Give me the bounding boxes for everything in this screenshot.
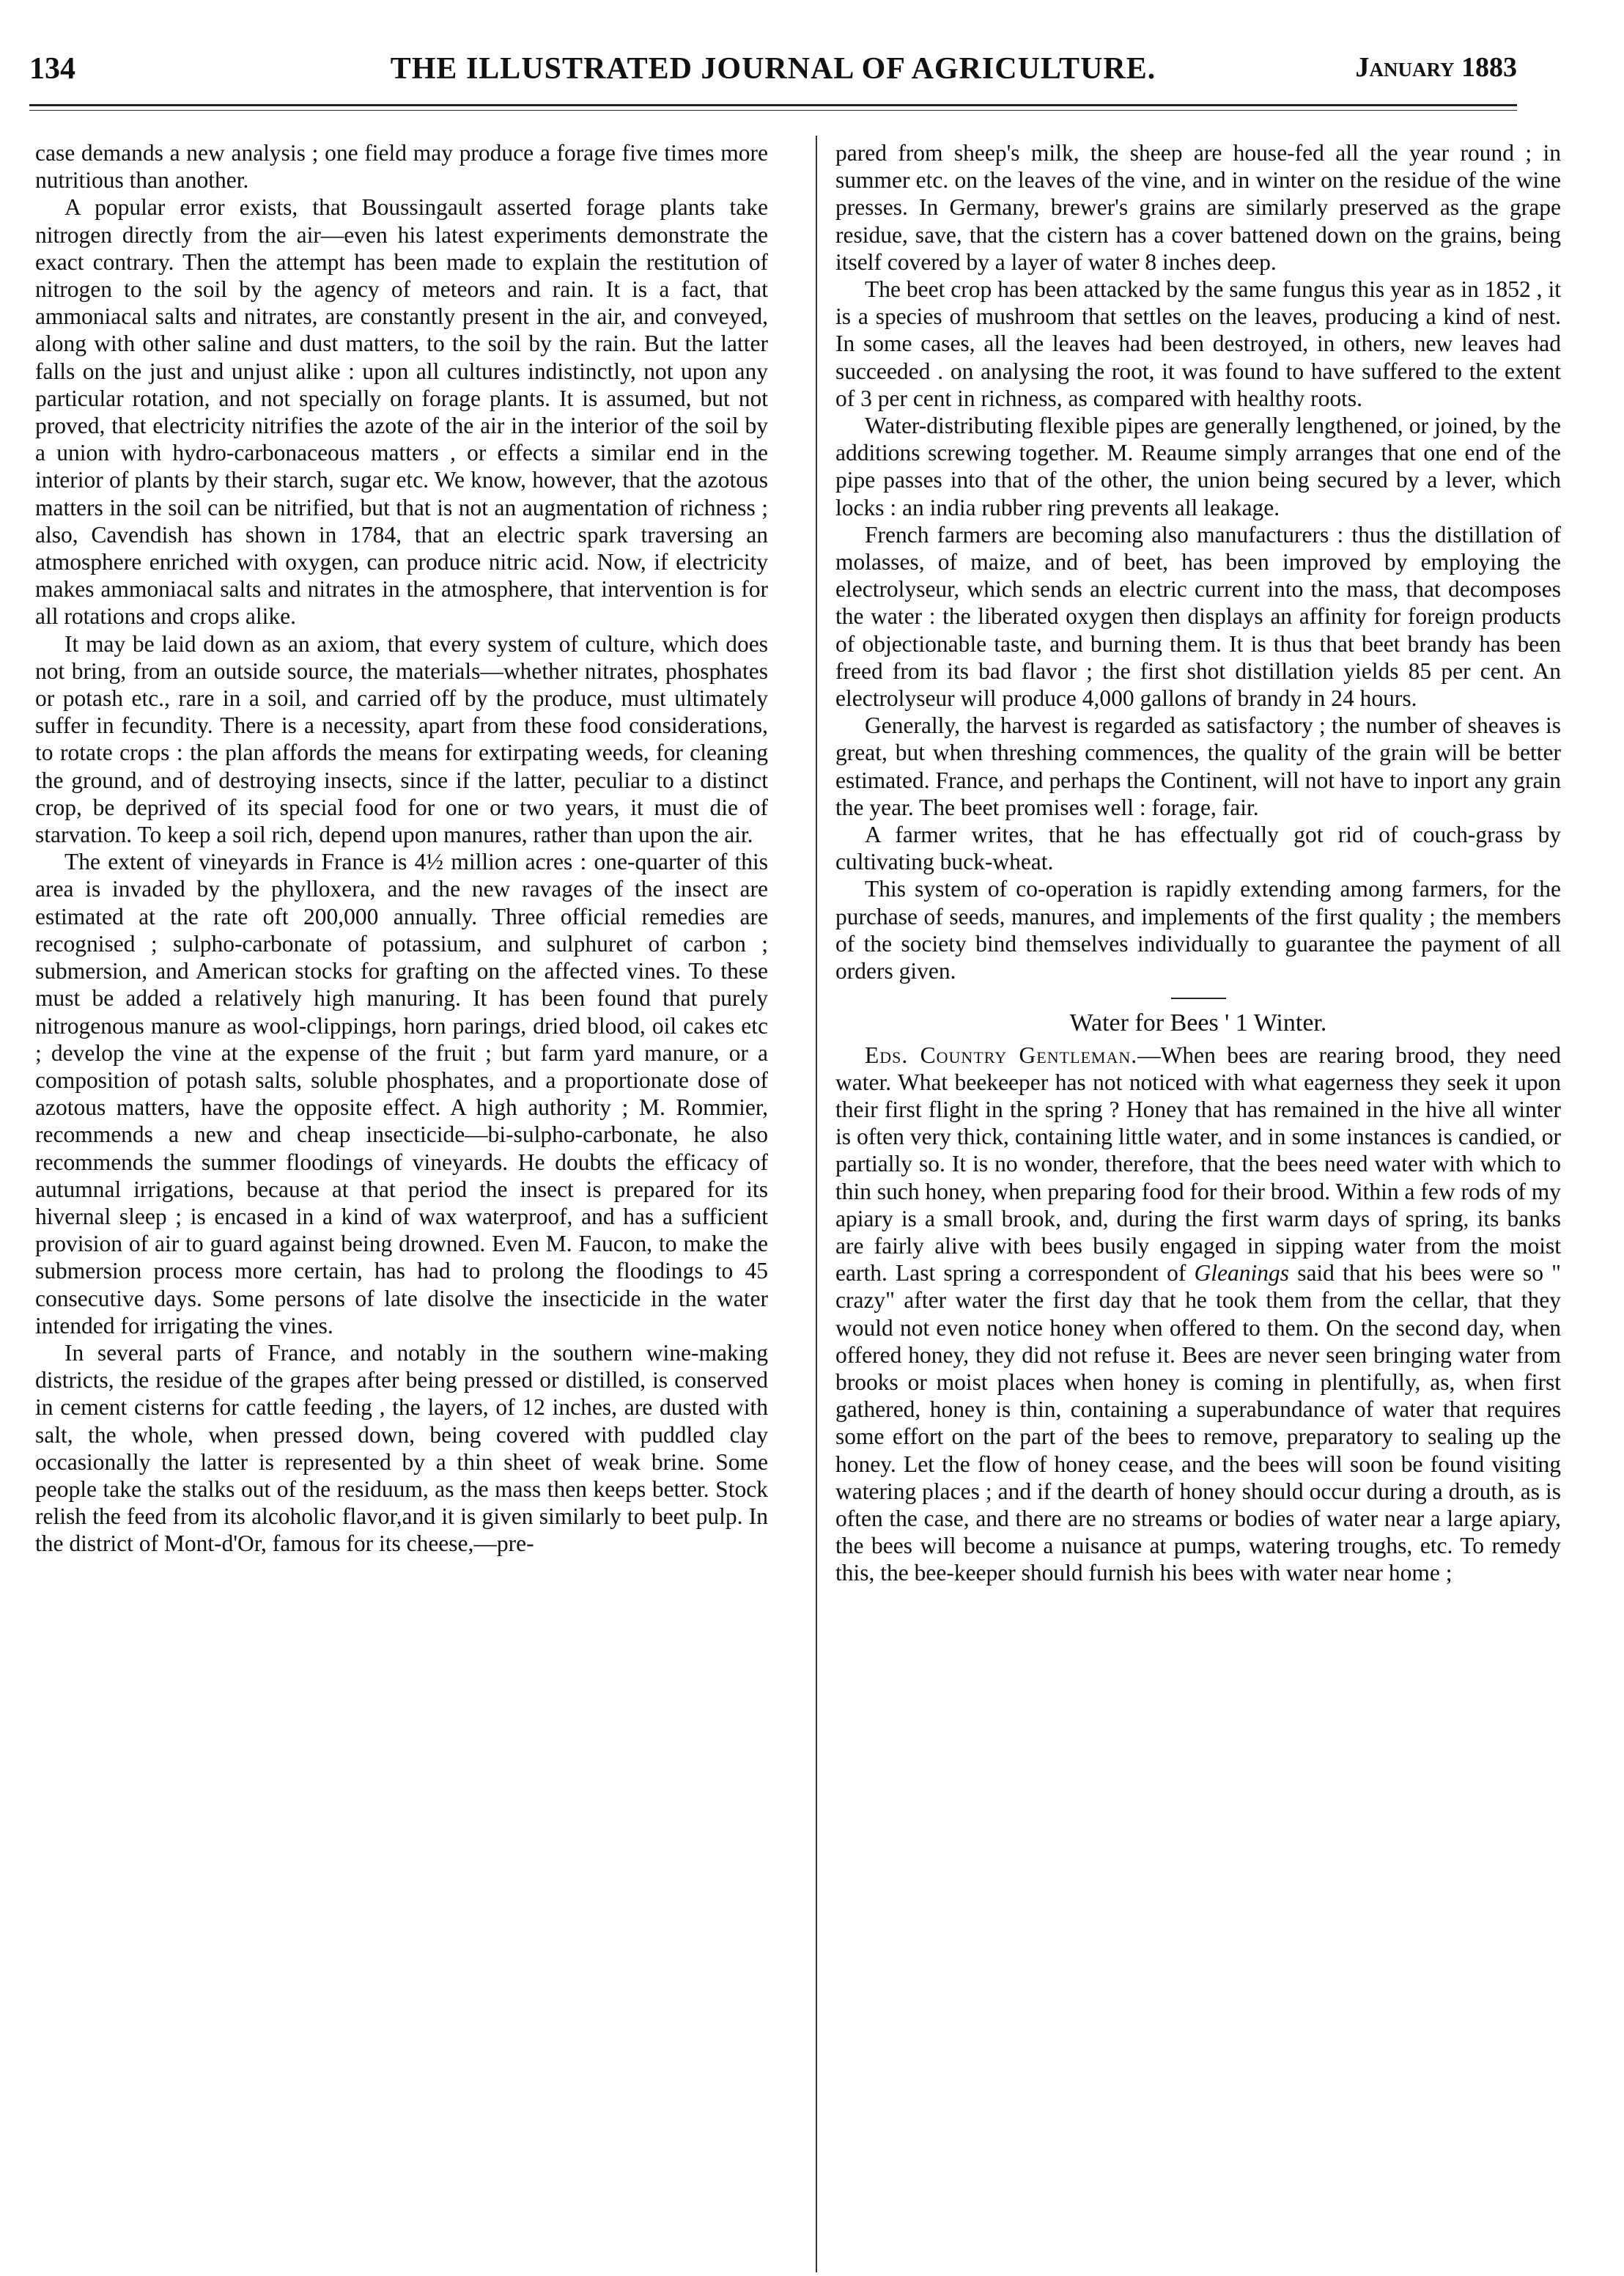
issue-date: January 1883: [1355, 52, 1517, 83]
header-rule-thin: [29, 110, 1517, 111]
article-lead: Eds. Country Gentleman.: [865, 1042, 1138, 1068]
paragraph: The beet crop has been attacked by the same fungus this year as in 1852 , it is a species of mushroom that settles on the leaves, producing a kind of nest. In some cases, all the leaves had been destroyed, in others, new leaves had succeeded . on analysing the root, it was found to have suffered to the extent of 3 per cent in richness, as compared with healthy roots.: [835, 276, 1561, 411]
paragraph: It may be laid down as an axiom, that every system of culture, which does not bring, from an outside source, the materials—whether nitrates, phosphates or potash etc., rare in a soil, and carried off by the produce, must ultimately suffer in fecundity. There is a necessity, apart from these food considerations, to rotate crops : the plan affords the means for extirpating weeds, for cleaning the ground, and of destroying insects, since if the latter, peculiar to a distinct crop, be deprived of its special food for one or two years, it must die of starvation. To keep a soil rich, depend upon manures, rather than upon the air.: [35, 630, 768, 848]
paragraph: A farmer writes, that he has effectually got rid of couch-grass by cultivating buck-wheat.: [835, 822, 1561, 875]
right-column: [835, 139, 1561, 1587]
article-text-continued: said that his bees were so " crazy" after water the first day that he took them from the cellar, that they would not even notice honey when offered to them. On the second day, when offered honey, they did not refuse it. Bees are never seen bringing water from brooks or moist places when honey is coming in plentifully, as, when first gathered, honey is thin, containing a superabundance of water that requires some effort on the part of the bees to remove, preparatory to sealing up the honey. Let the flow of honey cease, and the bees will soon be found visiting watering places ; and if the dearth of honey should occur during a drouth, as is often the case, and there are no streams or bodies of water near a large apiary, the bees will become a nuisance at pumps, watering troughs, etc. To remedy this, the bee-keeper should furnish his bees with water near home ;: [835, 1260, 1562, 1586]
journal-title: THE ILLUSTRATED JOURNAL OF AGRICULTURE.: [390, 52, 1156, 86]
paragraph: A popular error exists, that Boussingault asserted forage plants take nitrogen directly from the air—even his latest experiments demonstrate the exact contrary. Then the attempt has been made to explain the restitution of nitrogen to the soil by the agency of meteors and rain. It is a fact, that ammoniacal salts and nitrates, are constantly present in the air, and conveyed, along with other saline and dust matters, to the soil by the rain. But the latter falls on the just and unjust alike : upon all cultures indistinctly, not upon any particular rotation, and not specially on forage plants. It is assumed, but not proved, that electricity nitrifies the azote of the air in the interior of the soil by a union with hydro-carbonaceous matters , or effects a similar end in the interior of plants by their starch, sugar etc. We know, however, that the azotous matters in the soil can be nitrified, but that is not an augmentation of richness ; also, Cavendish has shown in 1784, that an electric spark traversing an atmosphere enriched with oxygen, can produce nitric acid. Now, if electricity makes ammoniacal salts and nitrates in the atmosphere, that intervention is for all rotations and crops alike.: [35, 194, 768, 630]
paragraph: This system of co-operation is rapidly extending among farmers, for the purchase of seeds, manures, and implements of the first quality ; the members of the society bind themselves individually to guarantee the payment of all orders given.: [835, 876, 1561, 984]
paragraph: pared from sheep's milk, the sheep are house-fed all the year round ; in summer etc. on the leaves of the vine, and in winter on the residue of the wine presses. In Germany, brewer's grains are similarly preserved as the grape residue, save, that the cistern has a cover battened down on the grains, being itself covered by a layer of water 8 inches deep.: [835, 140, 1561, 275]
paragraph: case demands a new analysis ; one field may produce a forage five times more nutritious than another.: [35, 140, 768, 194]
paragraph: Water-distributing flexible pipes are generally lengthened, or joined, by the additions screwing together. M. Reaume simply arranges that one end of the pipe passes into that of the other, the union being secured by a lever, which locks : an india rubber ring prevents all leakage.: [835, 413, 1561, 520]
publication-name: Gleanings: [1194, 1260, 1290, 1286]
column-divider: [816, 136, 817, 2272]
article-paragraph: [835, 1042, 1561, 1587]
paragraph: Generally, the harvest is regarded as satisfactory ; the number of sheaves is great, but when threshing commences, the quality of the grain will be better estimated. France, and perhaps the Continent, will not have to inport any grain the year. The beet promises well : forage, fair.: [835, 712, 1561, 820]
page-header: [29, 51, 1517, 103]
paragraph: In several parts of France, and notably in the southern wine-making districts, the residue of the grapes after being pressed or distilled, is conserved in cement cisterns for cattle feeding , the layers, of 12 inches, are dusted with salt, the whole, when pressed down, being covered with puddled clay occasionally the latter is represented by a thin sheet of weak brine. Some people take the stalks out of the residuum, as the mass then keeps better. Stock relish the feed from its alcoholic flavor,and it is given similarly to beet pulp. In the district of Mont-d'Or, famous for its cheese,—pre-: [35, 1339, 768, 1557]
section-separator: [1171, 998, 1226, 999]
page-number: 134: [29, 52, 75, 86]
article-text: —When bees are rearing brood, they need water. What beekeeper has not noticed with what eagerness they seek it upon their first flight in the spring ? Honey that has remained in the hive all winter is often very thick, containing little water, and in some instances is candied, or partially so. It is no wonder, therefore, that the bees need water with which to thin such honey, when preparing food for their brood. Within a few rods of my apiary is a small brook, and, during the first warm days of spring, its banks are fairly alive with bees busily engaged in sipping water from the moist earth. Last spring a correspondent of: [835, 1042, 1561, 1286]
left-column: [35, 139, 768, 1558]
paragraph: The extent of vineyards in France is 4½ million acres : one-quarter of this area is invaded by the phylloxera, and the new ravages of the insect are estimated at the rate oft 200,000 annually. Three official remedies are recognised ; sulpho-carbonate of potassium, and sulphuret of carbon ; submersion, and American stocks for grafting on the affected vines. To these must be added a relatively high manuring. It has been found that purely nitrogenous manure as wool-clippings, horn parings, dried blood, oil cakes etc ; develop the vine at the expense of the fruit ; but farm yard manure, or a composition of potash salts, soluble phosphates, and a proportionate dose of azotous matters, have the opposite effect. A high authority ; M. Rommier, recommends a new and cheap insecticide—bi-sulpho-carbonate, he also recommends the summer floodings of vineyards. He doubts the efficacy of autumnal irrigations, because at that period the insect is prepared for its hivernal sleep ; is encased in a kind of wax waterproof, and has a sufficient provision of air to guard against being drowned. Even M. Faucon, to make the submersion process more certain, has had to prolong the floodings to 45 consecutive days. Some persons of late disolve the insecticide in the water intended for irrigating the vines.: [35, 849, 768, 1338]
paragraph: French farmers are becoming also manufacturers : thus the distillation of molasses, of maize, and of beet, has been improved by employing the electrolyseur, which sends an electric current into the mass, that decomposes the water : the liberated oxygen then displays an affinity for foreign products of objectionable taste, and burning them. It is thus that beet brandy has been freed from its bad flavor ; the first shot distillation yields 85 per cent. An electrolyseur will produce 4,000 gallons of brandy in 24 hours.: [835, 521, 1561, 712]
article-title: Water for Bees ' 1 Winter.: [1069, 1009, 1327, 1037]
header-rule: [29, 104, 1517, 106]
